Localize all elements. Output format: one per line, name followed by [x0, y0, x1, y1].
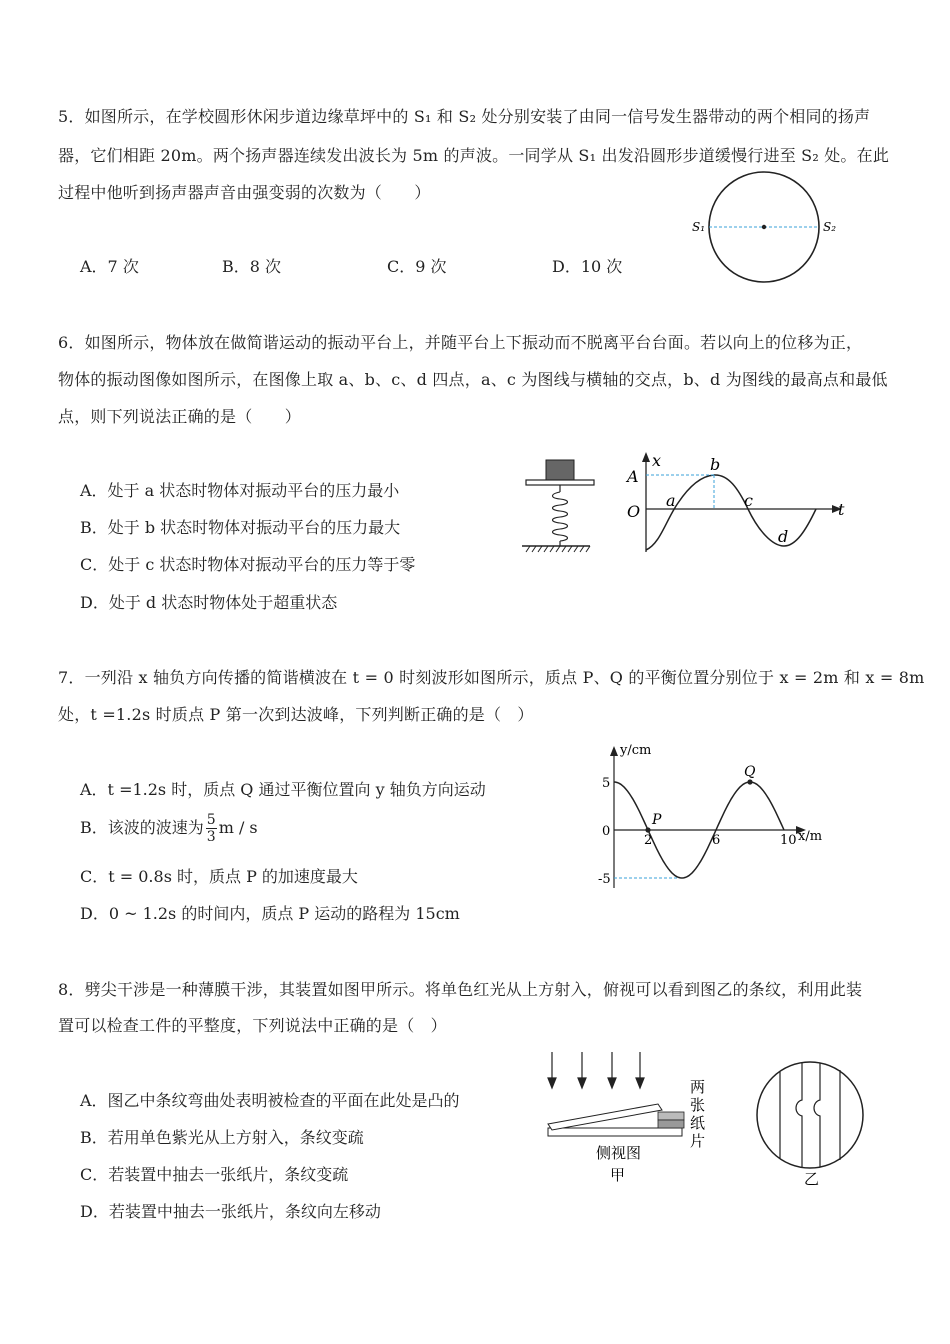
point-p-label: P — [652, 812, 662, 828]
bottom-glass-plate — [548, 1128, 682, 1136]
s1-label: S₁ — [692, 220, 706, 234]
q8-option-b[interactable]: B．若用单色紫光从上方射入，条纹变疏 — [80, 1128, 364, 1147]
q8-option-a[interactable]: A．图乙中条纹弯曲处表明被检查的平面在此处是凸的 — [80, 1091, 460, 1110]
q7-option-b-prefix: B．该波的波速为 — [80, 818, 204, 837]
q6-option-b[interactable]: B．处于 b 状态时物体对振动平台的压力最大 — [80, 518, 401, 537]
paper-label-4: 片 — [690, 1132, 706, 1150]
q7-option-c[interactable]: C．t = 0.8s 时，质点 P 的加速度最大 — [80, 867, 358, 886]
point-p-marker — [645, 827, 650, 832]
object-block — [546, 460, 574, 480]
q7-line-1: 7．一列沿 x 轴负方向传播的简谐横波在 t = 0 时刻波形如图所示，质点 P、Q 的平衡位置分别位于 x = 2m 和 x = 8m — [58, 668, 925, 687]
q8-option-c[interactable]: C．若装置中抽去一张纸片，条纹变疏 — [80, 1165, 349, 1184]
fraction-denominator: 3 — [206, 829, 216, 845]
fringe-line-3 — [814, 1063, 820, 1167]
x-axis-label: x/m — [798, 829, 823, 844]
origin-label: O — [627, 502, 641, 521]
q6-line-2: 物体的振动图像如图所示，在图像上取 a、b、c、d 四点，a、c 为图线与横轴的交点，b、d 为图线的最高点和最低 — [58, 370, 888, 389]
paper-label-3: 纸 — [690, 1114, 706, 1132]
q6-option-d[interactable]: D．处于 d 状态时物体处于超重状态 — [80, 593, 338, 612]
point-a-label: a — [666, 491, 676, 510]
vibration-curve — [646, 475, 816, 550]
x-axis-arrow — [642, 452, 650, 462]
s2-label: S₂ — [823, 220, 837, 234]
y-axis-label: y/cm — [620, 743, 652, 758]
spring-coil — [553, 492, 568, 541]
q7-option-b[interactable] — [80, 812, 258, 845]
paper-label-1: 两 — [690, 1078, 706, 1096]
q6-line-3: 点，则下列说法正确的是（ ） — [58, 407, 302, 426]
paper-label-2: 张 — [690, 1096, 706, 1114]
q7-line-2: 处，t =1.2s 时质点 P 第一次到达波峰，下列判断正确的是（ ） — [58, 705, 534, 724]
point-b-label: b — [710, 455, 721, 474]
q5-line-3: 过程中他听到扬声器声音由强变弱的次数为（ ） — [58, 183, 431, 202]
fraction-numerator: 5 — [206, 812, 216, 828]
q5-option-c[interactable]: C．9 次 — [387, 257, 447, 276]
q5-circle-figure — [690, 168, 850, 288]
yi-label: 乙 — [804, 1170, 820, 1188]
y-axis-arrow — [610, 746, 618, 756]
q8-line-2: 置可以检查工件的平整度，下列说法中正确的是（ ） — [58, 1016, 447, 1035]
q5-option-b[interactable]: B．8 次 — [222, 257, 282, 276]
q8-fringe-figure — [752, 1058, 872, 1188]
fringe-line-2 — [796, 1063, 802, 1167]
x-tick-label-6: 6 — [712, 833, 721, 848]
q7-option-a[interactable]: A．t =1.2s 时，质点 Q 通过平衡位置向 y 轴负方向运动 — [80, 780, 486, 799]
fringe-circle — [757, 1062, 863, 1168]
q5-line-2: 器，它们相距 20m。两个扬声器连续发出波长为 5m 的声波。一同学从 S₁ 出发沿圆形步道缓慢行进至 S₂ 处。在此 — [58, 146, 890, 165]
q7-option-b-unit: m / s — [218, 818, 258, 837]
y-tick-label-5: 5 — [602, 776, 611, 791]
x-tick-label-10: 10 — [780, 833, 797, 848]
q8-wedge-figure — [540, 1048, 720, 1188]
jia-label: 甲 — [610, 1166, 626, 1184]
q8-line-1: 8．劈尖干涉是一种薄膜干涉，其装置如图甲所示。将单色红光从上方射入，俯视可以看到图乙的条纹，利用此装 — [58, 980, 863, 999]
q5-line-1: 5．如图所示，在学校圆形休闲步道边缘草坪中的 S₁ 和 S₂ 处分别安装了由同一信号发生器带动的两个相同的扬声 — [58, 107, 871, 126]
platform — [526, 480, 594, 485]
q6-option-c[interactable]: C．处于 c 状态时物体对振动平台的压力等于零 — [80, 555, 416, 574]
q6-option-a[interactable]: A．处于 a 状态时物体对振动平台的压力最小 — [80, 481, 400, 500]
point-q-marker — [747, 779, 752, 784]
paper-sheet-1 — [658, 1112, 684, 1120]
q5-option-d[interactable]: D．10 次 — [552, 257, 623, 276]
point-q-label: Q — [744, 764, 756, 780]
q6-spring-platform-figure — [518, 458, 608, 558]
side-view-label: 侧视图 — [596, 1144, 642, 1162]
incident-light-arrows — [548, 1052, 644, 1088]
q6-line-1: 6．如图所示，物体放在做简谐运动的振动平台上，并随平台上下振动而不脱离平台台面。若以向上的位移为正， — [58, 333, 863, 352]
y-tick-label-neg5: -5 — [598, 872, 611, 887]
q6-vibration-graph — [620, 448, 860, 558]
q7-option-d[interactable]: D．0 ~ 1.2s 的时间内，质点 P 运动的路程为 15cm — [80, 904, 460, 923]
x-axis-label: x — [652, 451, 662, 470]
t-axis-label: t — [838, 500, 845, 519]
y-tick-label-0: 0 — [602, 824, 611, 839]
top-glass-plate — [548, 1104, 662, 1130]
paper-sheet-2 — [658, 1120, 684, 1128]
x-tick-label-2: 2 — [644, 833, 653, 848]
ground-hatching — [526, 546, 590, 552]
q8-option-d[interactable]: D．若装置中抽去一张纸片，条纹向左移动 — [80, 1202, 381, 1221]
q7-option-b-fraction — [206, 812, 217, 845]
center-dot — [762, 225, 766, 229]
point-d-label: d — [778, 527, 789, 546]
point-c-label: c — [744, 491, 753, 510]
amplitude-label: A — [627, 467, 639, 486]
q5-option-a[interactable]: A．7 次 — [80, 257, 139, 276]
q7-wave-chart — [590, 736, 840, 896]
